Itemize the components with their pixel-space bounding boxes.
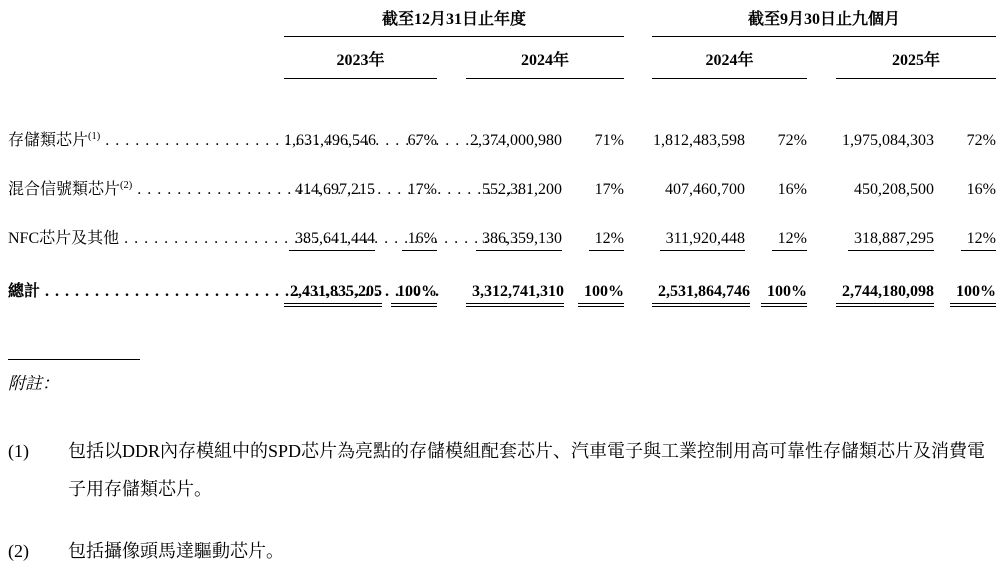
percent-cell [382, 283, 437, 307]
value-cell [466, 230, 562, 251]
percent-cell [934, 230, 996, 251]
cell-pair-2025-9m [836, 132, 996, 150]
value-cell: 1,975,084,303 [842, 132, 934, 149]
value-cell [652, 230, 745, 251]
underlined-percent: 16% [402, 230, 437, 251]
footnote-text: 包括以DDR內存模組中的SPD芯片為亮點的存儲模組配套芯片、汽車電子與工業控制用高可靠性存儲類芯片及消費電子用存儲類芯片。 [68, 441, 986, 499]
value-cell [652, 283, 750, 307]
row-label-text: NFC芯片及其他 [8, 230, 120, 247]
row-label-text: 混合信號類芯片 [8, 181, 121, 198]
underlined-value: 386,359,130 [476, 230, 562, 251]
cell-pair-2023 [284, 132, 437, 150]
footnote-divider [8, 359, 140, 360]
header-group-fy-title: 截至12月31日止年度 [381, 11, 526, 28]
value-cell [466, 283, 564, 307]
value-cell: 450,208,500 [854, 181, 934, 198]
percent-cell [375, 230, 437, 251]
value-cell: 1,812,483,598 [653, 132, 745, 149]
year-col-2023: 2023年 [284, 47, 437, 79]
underlined-percent: 12% [589, 230, 624, 251]
cell-pair-2024-9m [652, 283, 807, 307]
cell-pair-2024fy [466, 181, 624, 199]
header-group-9m [652, 6, 996, 37]
total-percent: 100% [950, 283, 996, 307]
percent-cell [934, 283, 996, 307]
header-spacer [8, 47, 284, 79]
table-row-mixed-signal-chips [8, 176, 996, 199]
table-header-years [8, 47, 996, 79]
percent-cell: 72% [777, 132, 807, 149]
total-value: 2,431,835,205 [284, 283, 382, 307]
footnote-ref: (1) [88, 131, 101, 142]
underlined-value: 385,641,444 [289, 230, 375, 251]
total-value: 2,531,864,746 [652, 283, 750, 307]
footnote-text: 包括攝像頭馬達驅動芯片。 [68, 541, 284, 561]
percent-cell [562, 230, 624, 251]
row-label [8, 278, 284, 301]
percent-cell: 17% [594, 181, 624, 198]
value-cell: 552,381,200 [482, 181, 562, 198]
table-header-groups [8, 6, 996, 37]
percent-cell [750, 283, 807, 307]
underlined-percent: 12% [772, 230, 807, 251]
year-col-2025-9m: 2025年 [836, 47, 996, 79]
value-cell: 407,460,700 [665, 181, 745, 198]
cell-pair-2024fy [466, 230, 624, 251]
total-percent: 100% [761, 283, 807, 307]
footnote-2 [8, 532, 1000, 570]
notes-heading: 附註： [8, 374, 59, 393]
percent-cell: 72% [966, 132, 996, 149]
cell-pair-2025-9m [836, 283, 996, 307]
percent-cell [564, 283, 624, 307]
value-cell [836, 283, 934, 307]
percent-cell: 16% [777, 181, 807, 198]
percent-cell: 71% [594, 132, 624, 149]
table-row-memory-chips [8, 127, 996, 150]
underlined-value: 311,920,448 [660, 230, 745, 251]
total-percent: 100% [578, 283, 624, 307]
underlined-value: 318,887,295 [848, 230, 934, 251]
row-label [8, 176, 284, 199]
row-label [8, 127, 284, 150]
cell-pair-2024-9m [652, 230, 807, 251]
value-cell: 2,374,000,980 [470, 132, 562, 149]
total-percent: 100% [391, 283, 437, 307]
header-group-fy [284, 6, 624, 37]
cell-pair-2025-9m [836, 181, 996, 199]
footnote-marker: (1) [8, 441, 29, 461]
underlined-percent: 12% [961, 230, 996, 251]
table-row-nfc-chips [8, 225, 996, 251]
value-cell: 414,697,215 [295, 181, 375, 198]
cell-pair-2024fy [466, 132, 624, 150]
value-cell [284, 230, 375, 251]
cell-pair-2023 [284, 230, 437, 251]
total-value: 3,312,741,310 [466, 283, 564, 307]
row-label [8, 225, 284, 248]
cell-pair-2023 [284, 283, 437, 307]
percent-cell: 17% [407, 181, 437, 198]
footnote-marker: (2) [8, 541, 29, 561]
year-col-2024-9m: 2024年 [652, 47, 807, 79]
value-cell: 1,631,496,546 [284, 132, 376, 149]
footnote-ref: (2) [120, 180, 133, 191]
row-label-text: 總計 [8, 283, 41, 300]
cell-pair-2024-9m [652, 132, 807, 150]
revenue-table [8, 6, 996, 307]
percent-cell: 16% [966, 181, 996, 198]
percent-cell: 67% [407, 132, 437, 149]
header-group-9m-title: 截至9月30日止九個月 [747, 11, 900, 28]
cell-pair-2023 [284, 181, 437, 199]
percent-cell [745, 230, 807, 251]
row-label-text: 存儲類芯片 [8, 132, 89, 149]
table-row-total [8, 278, 996, 307]
total-value: 2,744,180,098 [836, 283, 934, 307]
value-cell [836, 230, 934, 251]
value-cell [284, 283, 382, 307]
year-col-2024fy: 2024年 [466, 47, 624, 79]
cell-pair-2025-9m [836, 230, 996, 251]
footnote-1 [8, 432, 1000, 508]
header-spacer [8, 6, 284, 37]
cell-pair-2024-9m [652, 181, 807, 199]
cell-pair-2024fy [466, 283, 624, 307]
